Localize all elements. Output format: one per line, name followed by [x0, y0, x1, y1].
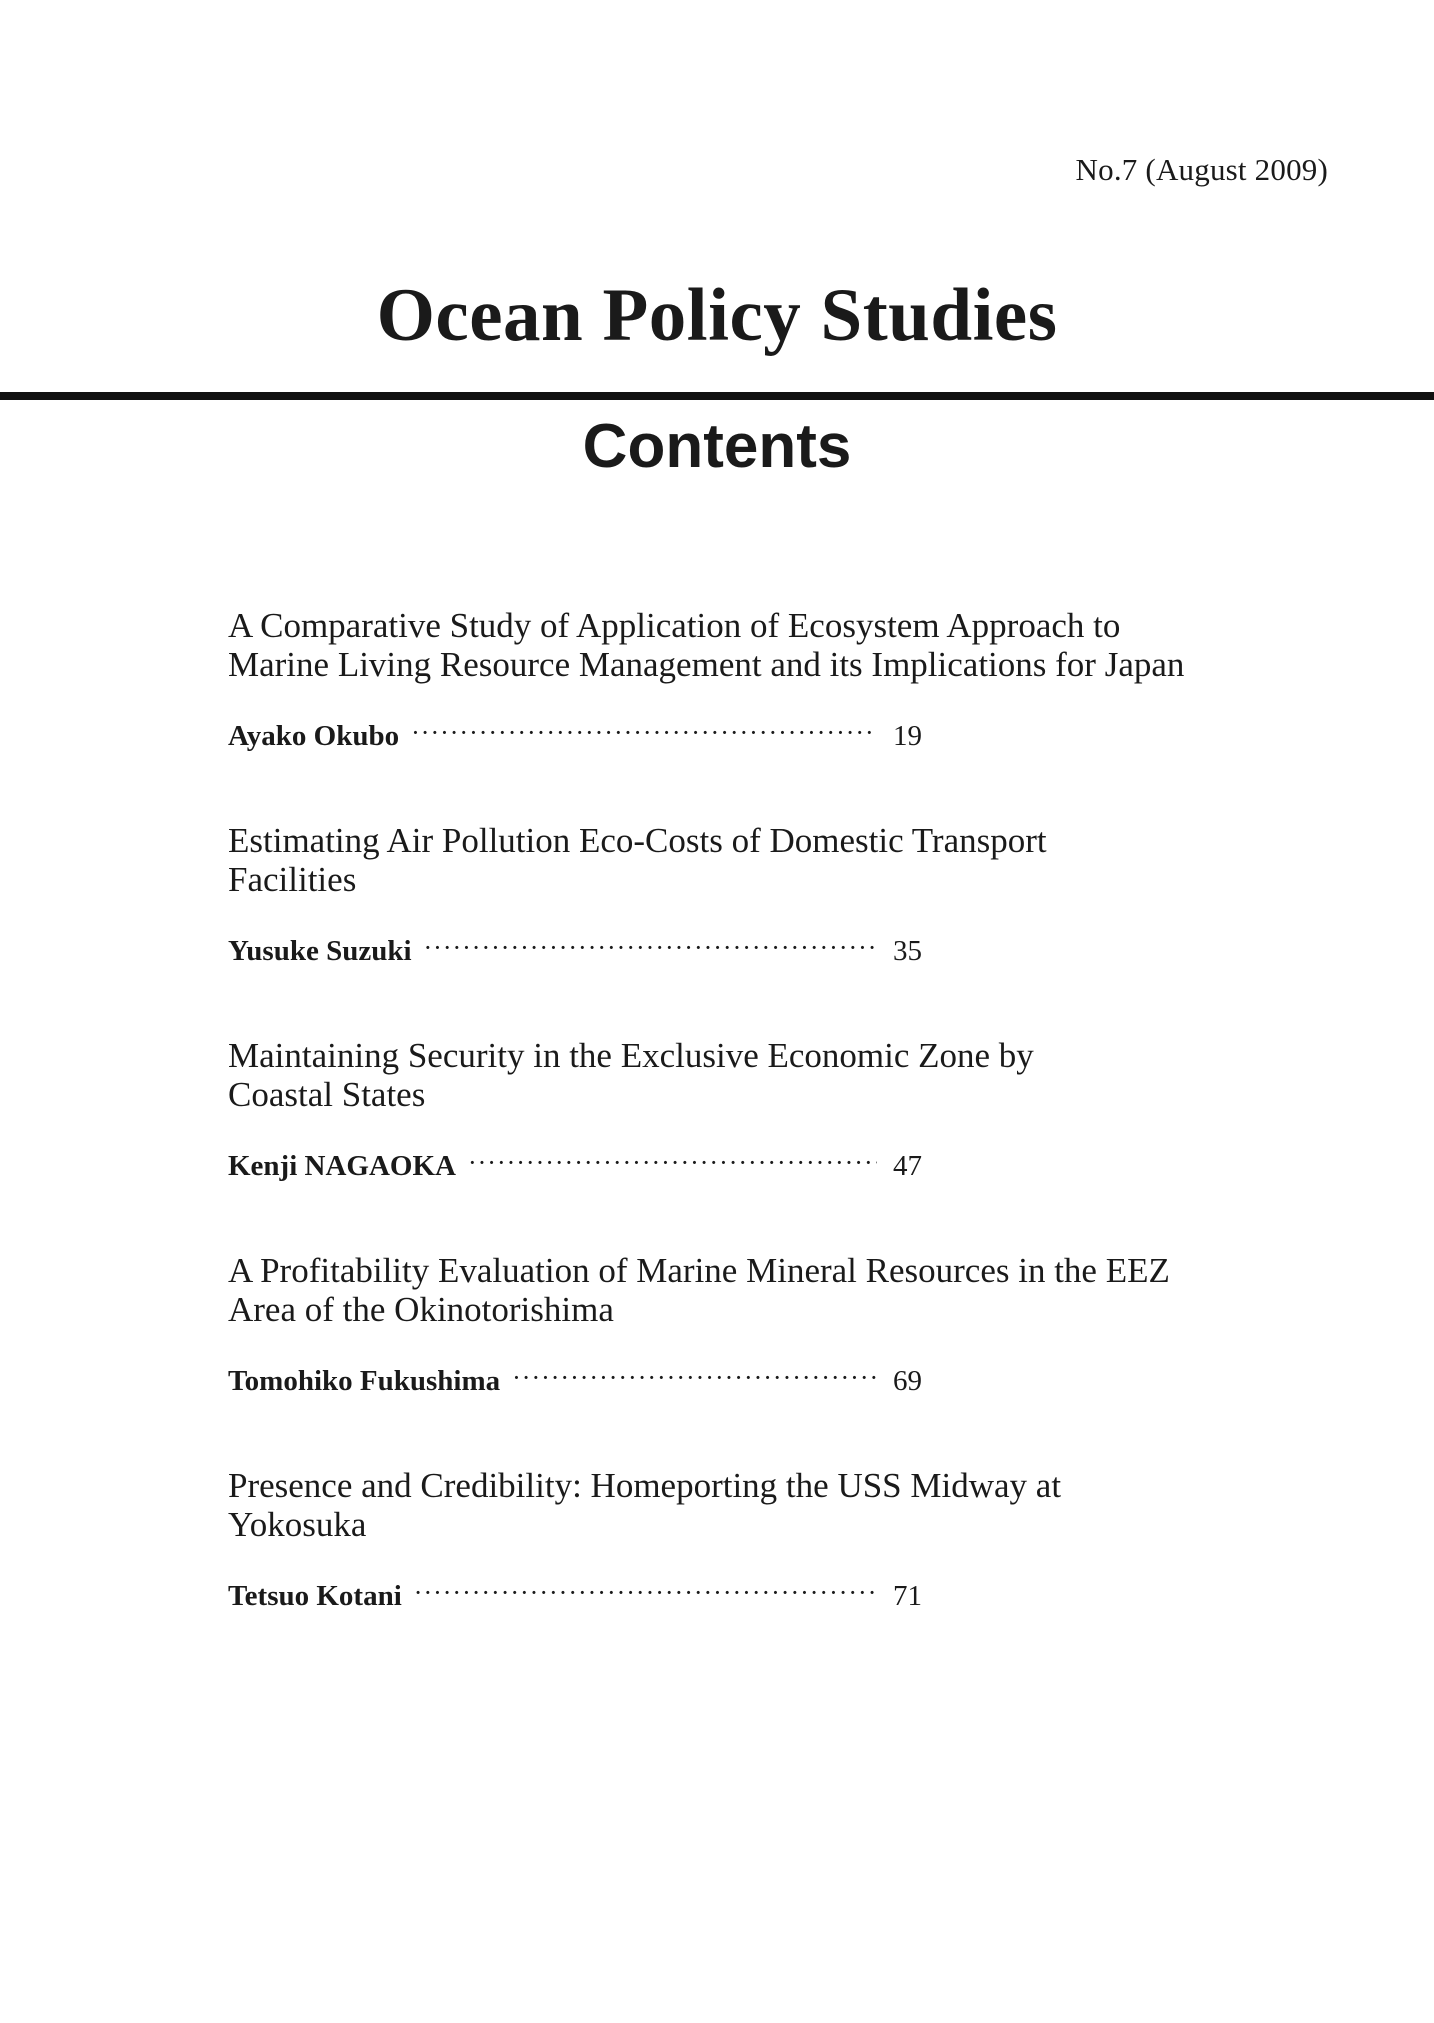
table-of-contents: [228, 606, 1188, 1681]
issue-number: No.7 (August 2009): [1075, 152, 1328, 187]
toc-entry: [228, 821, 1188, 968]
article-page-number: 35: [893, 935, 922, 967]
article-byline: [228, 720, 922, 753]
article-author: Ayako Okubo: [228, 720, 400, 752]
dot-leader: [424, 933, 877, 963]
dot-leader: [512, 1363, 877, 1393]
article-author: Yusuke Suzuki: [228, 935, 412, 967]
dot-leader: [468, 1148, 877, 1178]
toc-entry: [228, 606, 1188, 753]
article-title: A Profitability Evaluation of Marine Mineral Resources in the EEZ Area of the Okinotorishima: [228, 1251, 1170, 1329]
article-page-number: 47: [893, 1150, 922, 1182]
article-title: Estimating Air Pollution Eco-Costs of Domestic Transport Facilities: [228, 821, 1047, 899]
article-byline: [228, 1580, 922, 1613]
toc-entry: [228, 1466, 1188, 1613]
article-page-number: 69: [893, 1365, 922, 1397]
article-title: A Comparative Study of Application of Ecosystem Approach to Marine Living Resource Management and its Implications for Japan: [228, 606, 1185, 684]
article-title: Maintaining Security in the Exclusive Economic Zone by Coastal States: [228, 1036, 1034, 1114]
dot-leader: [411, 718, 877, 748]
contents-heading: Contents: [582, 412, 852, 481]
article-byline: [228, 1150, 922, 1183]
article-author: Tetsuo Kotani: [228, 1580, 402, 1612]
article-byline: [228, 1365, 922, 1398]
toc-entry: [228, 1036, 1188, 1183]
article-author: Kenji NAGAOKA: [228, 1150, 456, 1182]
title-divider: [0, 392, 1434, 400]
article-byline: [228, 935, 922, 968]
dot-leader: [414, 1578, 877, 1608]
article-page-number: 71: [893, 1580, 922, 1612]
article-author: Tomohiko Fukushima: [228, 1365, 501, 1397]
article-title: Presence and Credibility: Homeporting the USS Midway at Yokosuka: [228, 1466, 1062, 1544]
toc-entry: [228, 1251, 1188, 1398]
article-page-number: 19: [893, 720, 922, 752]
journal-title: Ocean Policy Studies: [376, 274, 1058, 357]
